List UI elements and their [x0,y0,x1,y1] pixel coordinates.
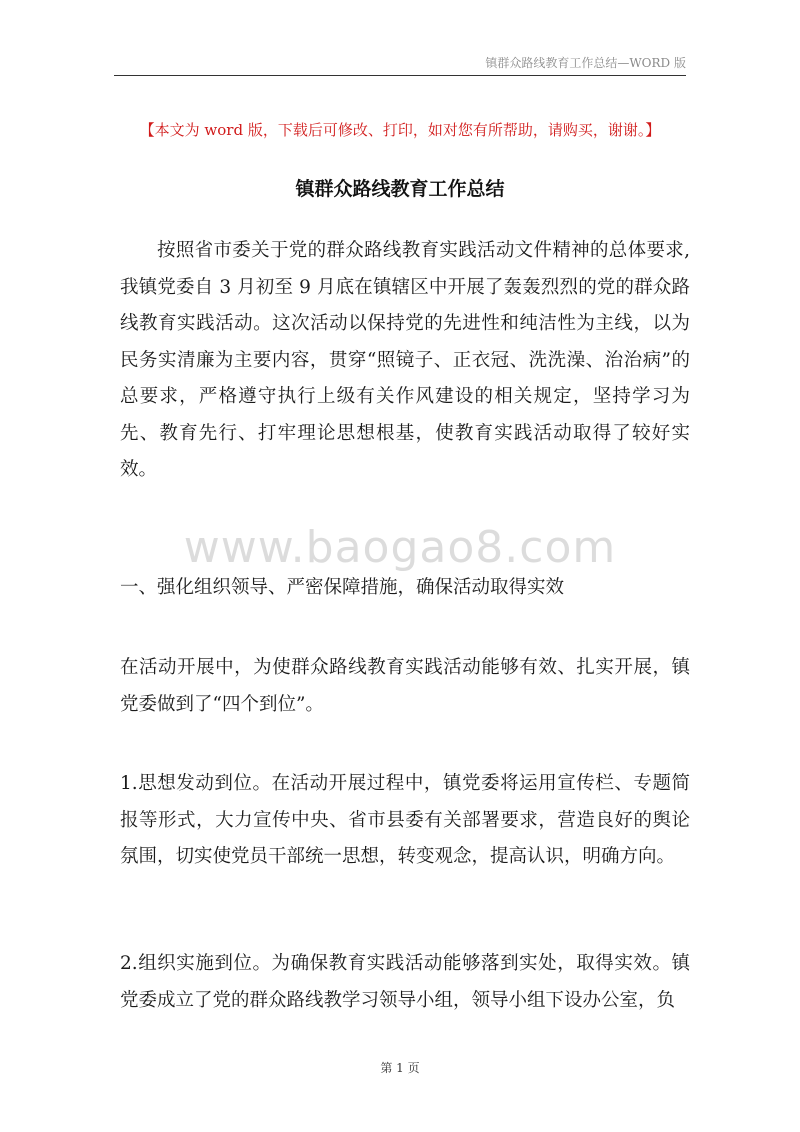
purchase-notice: 【本文为 word 版，下载后可修改、打印，如对您有所帮助，请购买，谢谢。】 [139,121,661,139]
lead-paragraph: 在活动开展中，为使群众路线教育实践活动能够有效、扎实开展，镇党委做到了“四个到位”。 [120,657,690,715]
section-heading: 一、强化组织领导、严密保障措施，确保活动取得实效 [120,577,565,598]
site-watermark: www.baogao8.com [183,522,617,573]
running-header: 镇群众路线教育工作总结—WORD 版 [485,56,686,70]
page-number: 第 1 页 [380,1061,420,1075]
document-title: 镇群众路线教育工作总结 [295,178,505,200]
item-1-paragraph: 1.思想发动到位。在活动开展过程中，镇党委将运用宣传栏、专题简报等形式，大力宣传中央、省市县委有关部署要求，营造良好的舆论氛围，切实使党员干部统一思想，转变观念，提高认识，明确方向。 [120,773,690,867]
intro-paragraph: 按照省市委关于党的群众路线教育实践活动文件精神的总体要求,我镇党委自 3 月初至 9 月底在镇辖区中开展了轰轰烈烈的党的群众路线教育实践活动。这次活动以保持党的先进性和纯洁性为主线，以为民务实清廉为主要内容，贯穿“照镜子、正衣冠、洗洗澡、治治病”的总要求，严格遵守执行上级有关作风建设的相关规定，坚持学习为先、教育先行、打牢理论思想根基，使教育实践活动取得了较好实效。 [120,240,690,480]
header-divider [114,75,686,76]
item-2-paragraph: 2.组织实施到位。为确保教育实践活动能够落到实处，取得实效。镇党委成立了党的群众路线教学习领导小组，领导小组下设办公室，负 [120,953,690,1011]
